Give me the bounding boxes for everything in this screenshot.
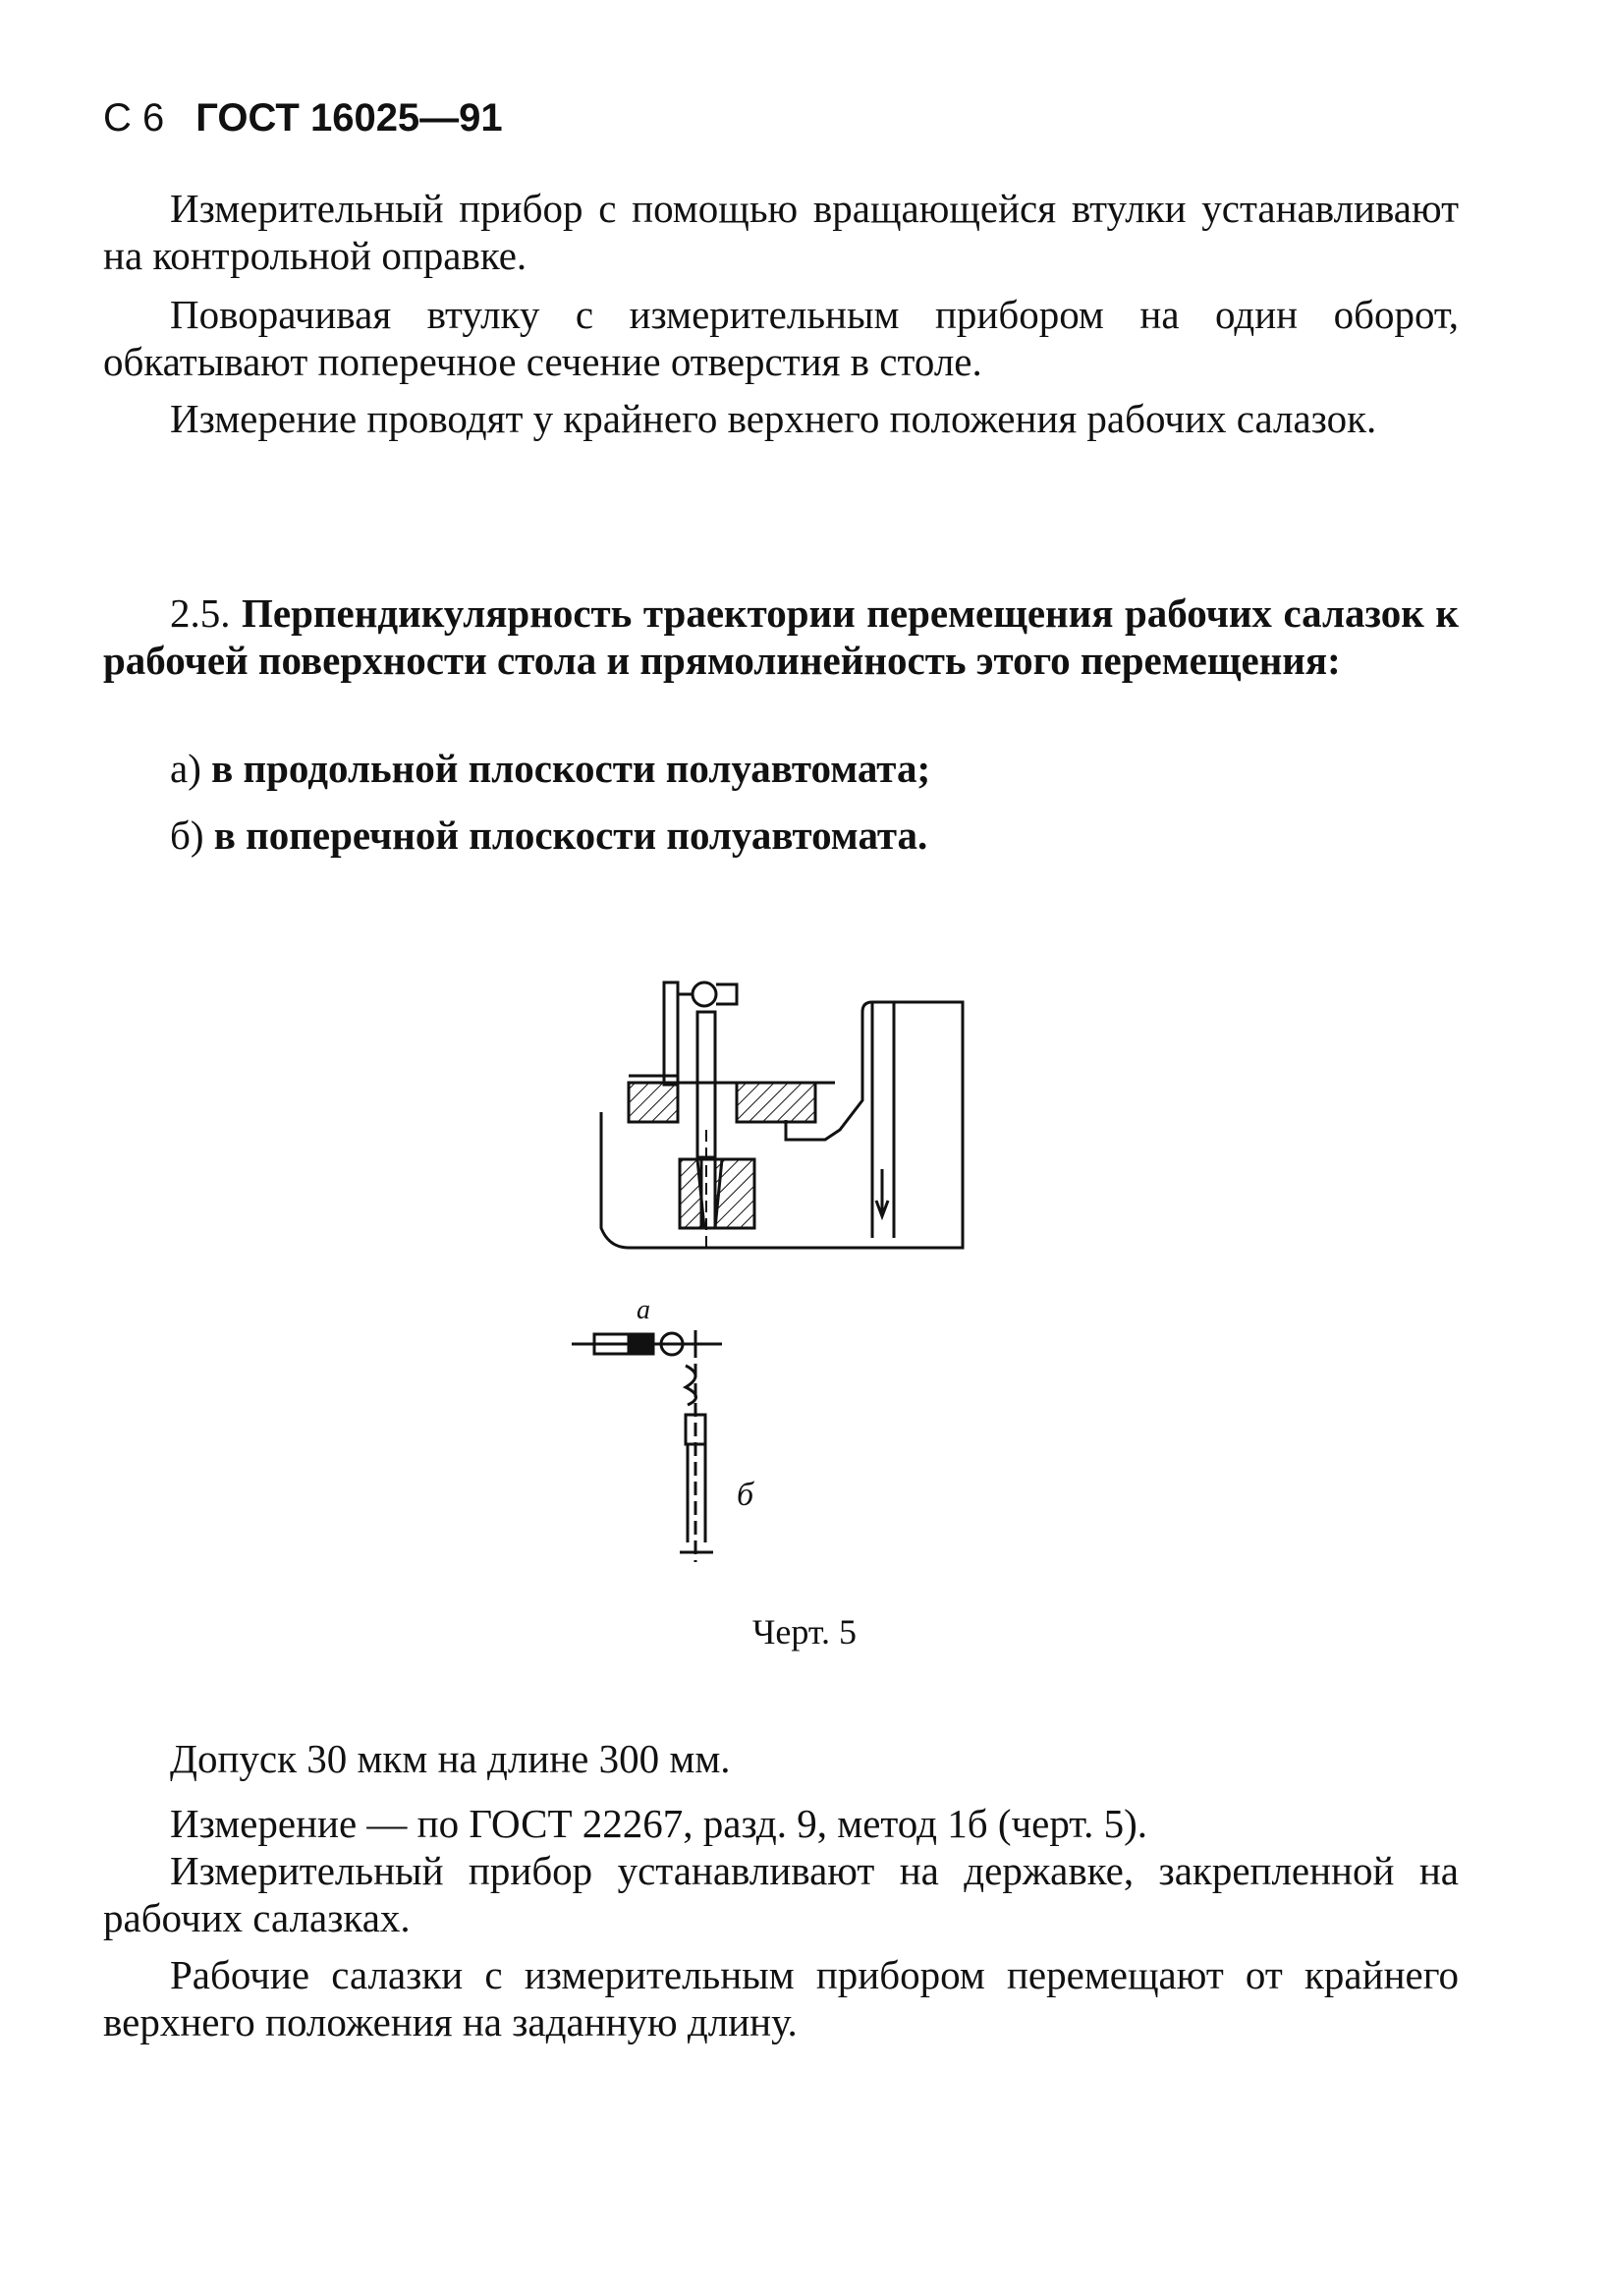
intro-paragraph-1: Измерительный прибор с помощью вращающейся втулки устанавливают на контрольной оправке.	[103, 186, 1459, 278]
measurement-paragraph: Измерение — по ГОСТ 22267, разд. 9, метод 1б (черт. 5).	[170, 1801, 1148, 1846]
intro-paragraph-3: Измерение проводят у крайнего верхнего положения рабочих салазок.	[170, 396, 1377, 441]
table-plate-left	[629, 1083, 678, 1122]
standard-title: ГОСТ 16025—91	[195, 96, 503, 140]
figure-drawing	[550, 973, 1002, 1582]
section-number: 2.5.	[170, 590, 231, 636]
table-plate-right	[737, 1083, 815, 1122]
item-a-prefix: а)	[170, 746, 201, 791]
machine-body-outline	[601, 1002, 963, 1248]
figure-caption: Черт. 5	[752, 1612, 857, 1652]
section-item-b	[103, 812, 1459, 859]
item-b-text: в поперечной плоскости полуавтомата.	[213, 812, 928, 858]
page-header	[103, 94, 503, 140]
item-a-text: в продольной плоскости полуавтомата;	[211, 746, 931, 791]
movement-paragraph: Рабочие салазки с измерительным прибором перемещают от крайнего верхнего положения на заданную длину.	[103, 1952, 1459, 2044]
label-b: б	[737, 1477, 754, 1513]
page-number: С 6	[103, 96, 165, 140]
section-title: Перпендикулярность траектории перемещения рабочих салазок к рабочей поверхности стола и прямолинейность этого перемещения:	[103, 590, 1460, 683]
section-heading	[103, 589, 1459, 684]
bracket-post	[664, 982, 678, 1085]
schematic-clamp	[629, 1336, 653, 1352]
indicator-stem	[716, 984, 737, 1004]
item-b-prefix: б)	[170, 812, 204, 858]
dial-indicator	[693, 982, 716, 1006]
tolerance-paragraph: Допуск 30 мкм на длине 300 мм.	[170, 1736, 731, 1781]
label-a: a	[637, 1295, 650, 1325]
intro-paragraph-2: Поворачивая втулку с измерительным прибором на один оборот, обкатывают поперечное сечение отверстия в столе.	[103, 292, 1459, 384]
device-paragraph: Измерительный прибор устанавливают на державке, закрепленной на рабочих салазках.	[103, 1848, 1459, 1940]
section-item-a	[103, 745, 1459, 792]
